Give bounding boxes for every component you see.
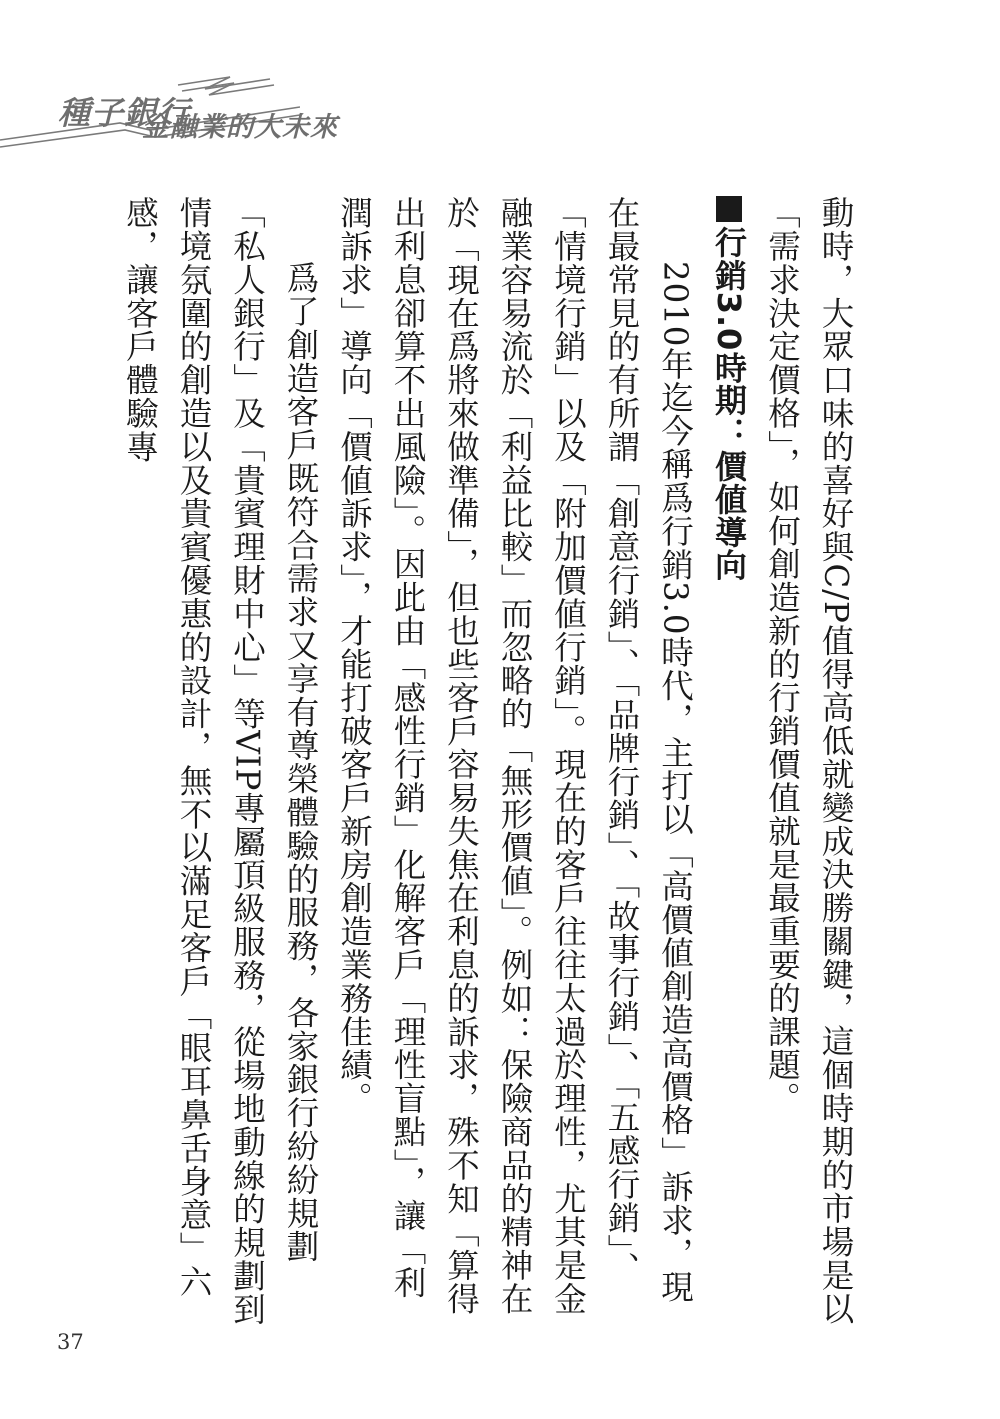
paragraph-marketing-3-0: 2010年迄今稱爲行銷3.0時代，主打以「高價値創造高價格」訴求，現在最常見的有所謂「創意行銷」、「品牌行銷」、「故事行銷」、「五感行銷」、「情境行銷」以及「附加價値行銷」。現在的客戶往往太過於理性，尤其是金融業容易流於「利益比較」而忽略的「無形價値」。例如：保險商品的精神在於「現在爲將來做準備」，但也些客戶容易失焦在利息的訴求，殊不知「算得出利息卻算不出風險」。因此由「感性行銷」化解客戶「理性盲點」，讓「利潤訴求」導向「價値訴求」，才能打破客戶新房創造業務佳績。 [335,196,695,1316]
heading-square-icon [716,196,742,222]
paragraph-vip-service: 爲了創造客戶既符合需求又享有尊榮體驗的服務，各家銀行紛紛規劃「私人銀行」及「貴賓理財中心」等VIP專屬頂級服務，從場地動線的規劃到情境氛圍的創造以及貴賓優惠的設計，無不以滿足客戶「眼耳鼻舌身意」六感，讓客戶體驗專 [121,196,320,1326]
section-heading-text: 行銷3.0時期：價値導向 [710,226,748,582]
page-number: 37 [57,1330,84,1354]
paragraph-continued: 動時，大眾口味的喜好與C/P值得高低就變成決勝關鍵，這個時期的市場是以「需求決定價格」，如何創造新的行銷價值就是最重要的課題。 [763,196,855,1326]
book-title: 種子銀行 [58,94,191,132]
book-subtitle: 金融業的大未來 [142,112,338,143]
page-body [113,196,862,1326]
section-heading [702,196,756,1326]
